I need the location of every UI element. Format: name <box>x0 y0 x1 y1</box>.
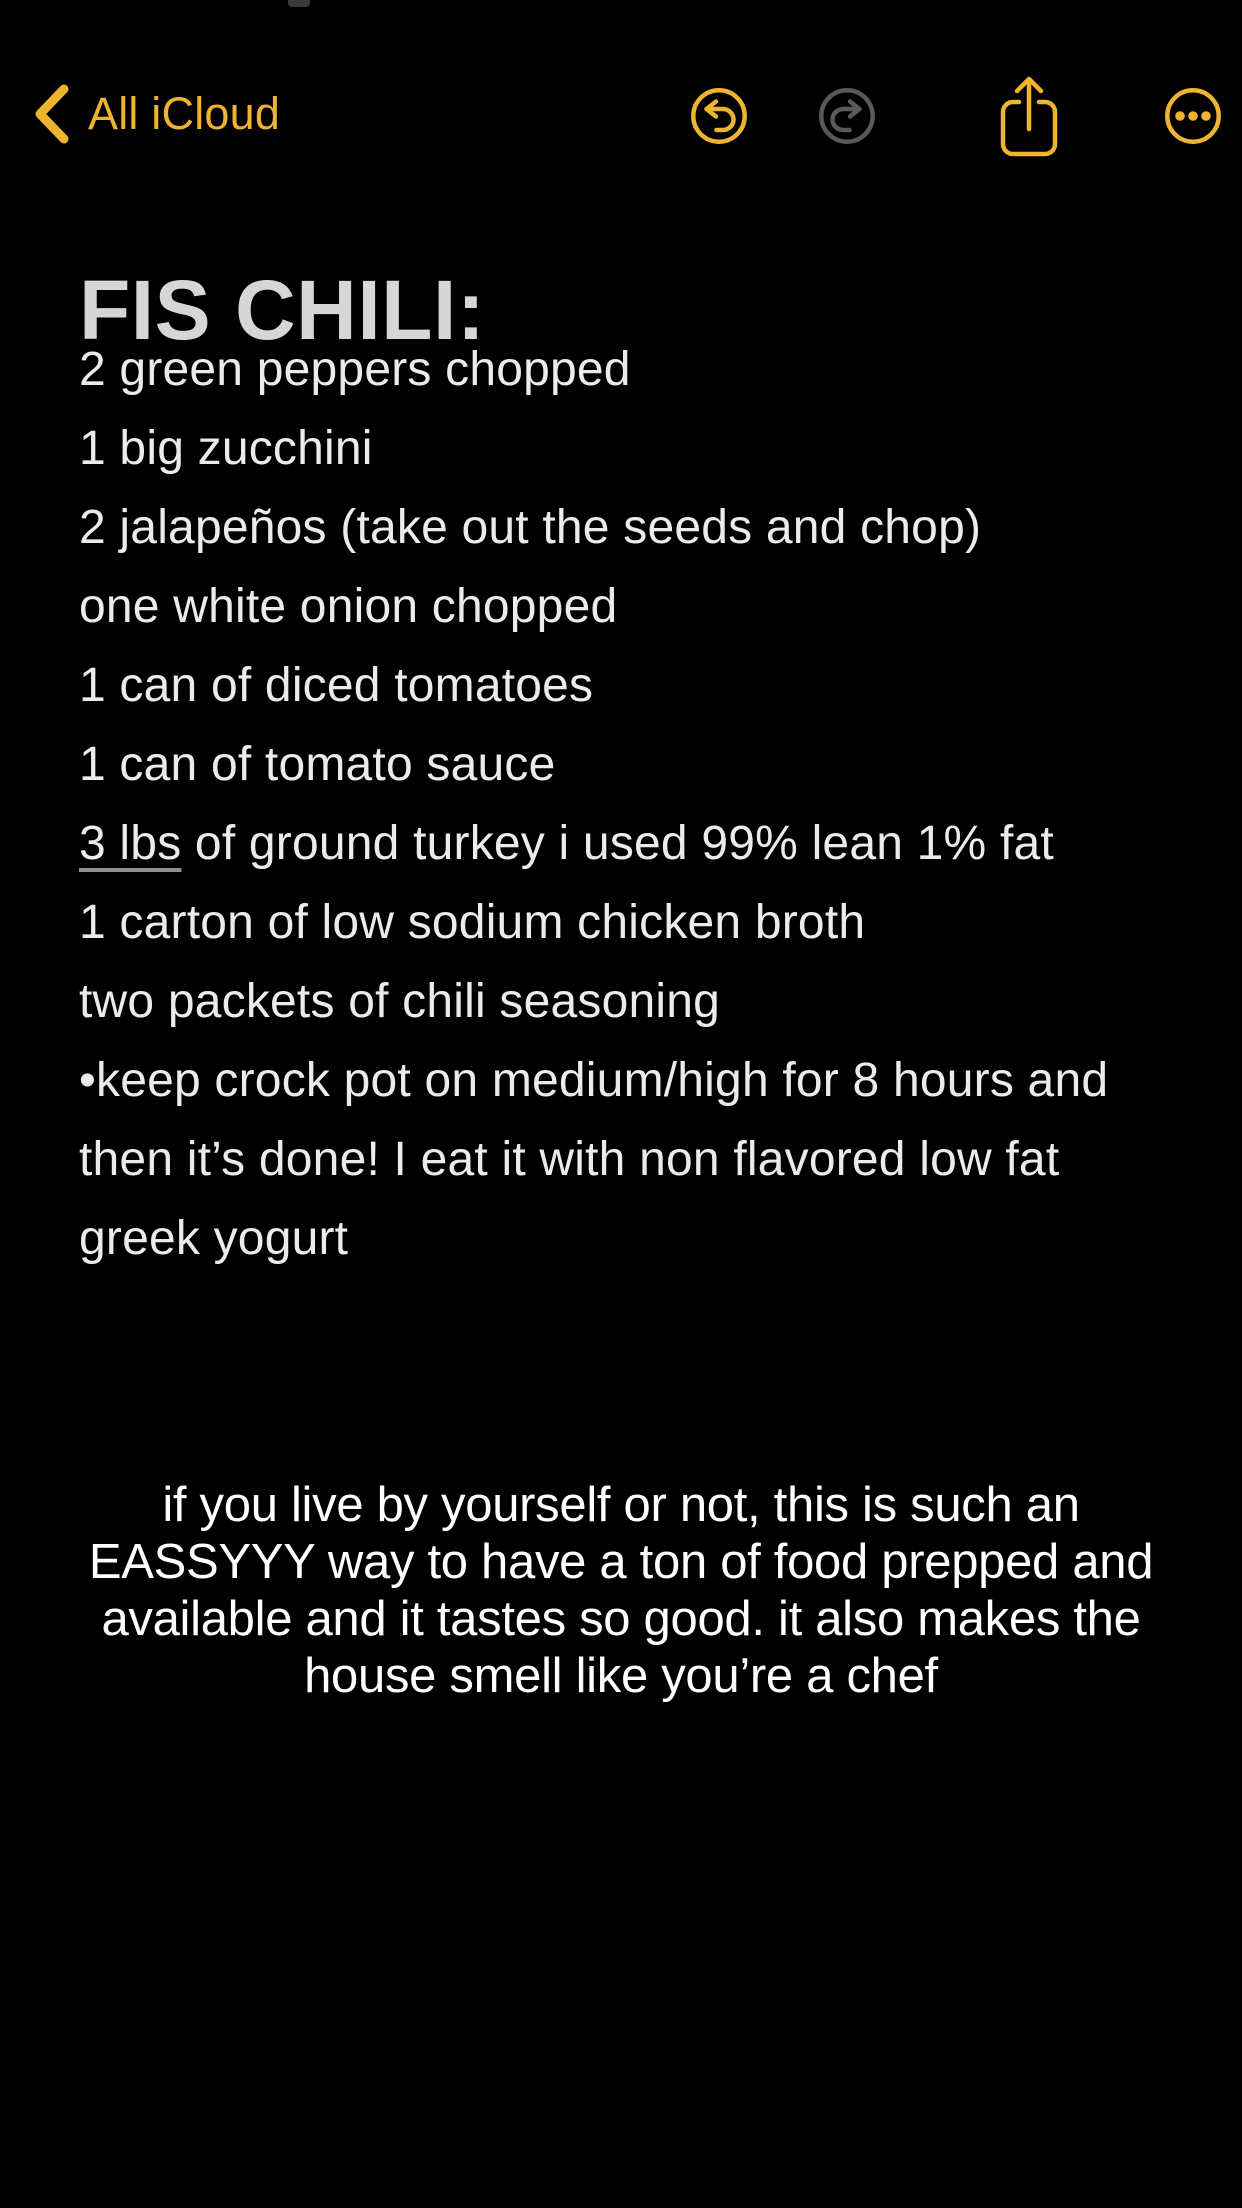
note-line: 2 green peppers chopped <box>79 343 631 396</box>
note-line: 2 jalapeños (take out the seeds and chop) <box>79 501 982 554</box>
video-caption-overlay <box>0 1477 1242 1705</box>
note-line: •keep crock pot on medium/high for 8 hours and <box>79 1054 1109 1107</box>
redo-icon[interactable] <box>817 86 877 146</box>
notes-nav-bar <box>0 0 1242 170</box>
note-line: 1 can of tomato sauce <box>79 738 556 791</box>
share-icon[interactable] <box>996 74 1062 158</box>
note-line: two packets of chili seasoning <box>79 975 721 1028</box>
chevron-left-icon <box>28 82 74 146</box>
note-line: 3 lbs of ground turkey i used 99% lean 1% fat <box>79 817 1054 870</box>
note-line: then it’s done! I eat it with non flavored low fat <box>79 1133 1060 1186</box>
caption-line: available and it tastes so good. it also makes the <box>101 1592 1141 1646</box>
note-line: one white onion chopped <box>79 580 618 633</box>
caption-line: EASSYYY way to have a ton of food prepped and <box>88 1535 1154 1589</box>
caption-line: house smell like you’re a chef <box>304 1649 938 1703</box>
note-line: 1 can of diced tomatoes <box>79 659 594 712</box>
back-button-label: All iCloud <box>88 88 281 139</box>
note-line: 1 carton of low sodium chicken broth <box>79 896 866 949</box>
note-line: greek yogurt <box>79 1212 349 1265</box>
note-title: FIS CHILI: <box>79 263 486 358</box>
note-body <box>79 330 1219 1278</box>
more-options-icon[interactable] <box>1163 86 1223 146</box>
note-line: 1 big zucchini <box>79 422 373 475</box>
back-button[interactable] <box>28 82 280 146</box>
caption-line: if you live by yourself or not, this is such an <box>162 1478 1080 1532</box>
undo-icon[interactable] <box>689 86 749 146</box>
